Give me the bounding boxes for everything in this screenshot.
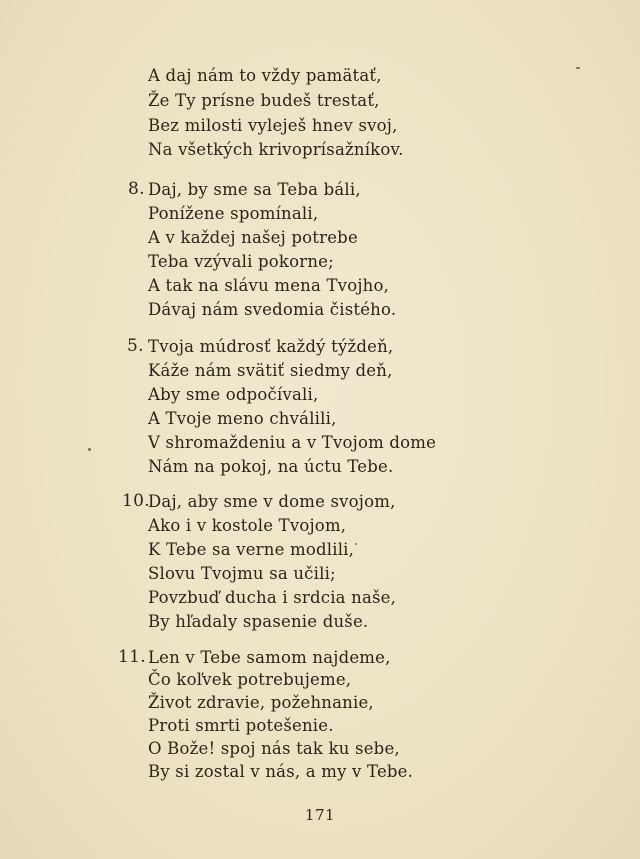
verse-line: A daj nám to vždy pamätať, xyxy=(148,66,382,85)
verse-line: Len v Tebe samom najdeme, xyxy=(148,648,391,667)
verse-line: Daj, aby sme v dome svojom, xyxy=(148,492,396,511)
verse-line: V shromaždeniu a v Tvojom dome xyxy=(148,433,437,452)
verse-line: Že Ty prísne budeš trestať, xyxy=(148,91,380,110)
verse-line: Proti smrti potešenie. xyxy=(148,716,334,735)
verse-line: A v každej našej potrebe xyxy=(148,228,358,247)
verse-line: By si zostal v nás, a my v Tebe. xyxy=(148,762,414,781)
verse-line: A tak na slávu mena Tvojho, xyxy=(148,276,390,295)
verse-line: Bez milosti vyleješ hnev svoj, xyxy=(148,116,398,135)
verse-line: Teba vzývali pokorne; xyxy=(148,252,334,271)
verse-line: Ponížene spomínali, xyxy=(148,204,319,223)
verse-line: Ako i v kostole Tvojom, xyxy=(148,516,347,535)
verse-line: Tvoja múdrosť každý týždeň, xyxy=(148,337,394,356)
stanza-number: 10. xyxy=(122,491,150,511)
print-speck xyxy=(355,543,357,545)
verse-line: Aby sme odpočívali, xyxy=(148,385,319,404)
verse-line: Daj, by sme sa Teba báli, xyxy=(148,180,361,199)
stanza-number: 11. xyxy=(118,647,146,667)
page-number: 171 xyxy=(304,806,336,824)
verse-line: Život zdravie, požehnanie, xyxy=(148,693,374,712)
verse-line: Dávaj nám svedomia čistého. xyxy=(148,300,397,319)
print-speck xyxy=(576,67,580,69)
verse-line: Povzbuď ducha i srdcia naše, xyxy=(148,588,397,607)
verse-line: Nám na pokoj, na úctu Tebe. xyxy=(148,457,394,476)
verse-line: Káže nám svätiť siedmy deň, xyxy=(148,361,393,380)
stanza-number: 5. xyxy=(127,336,144,356)
verse-line: A Tvoje meno chválili, xyxy=(148,409,337,428)
verse-line: Na všetkých krivoprísažníkov. xyxy=(148,140,404,159)
verse-line: Čo koľvek potrebujeme, xyxy=(148,670,352,689)
verse-line: K Tebe sa verne modlili, xyxy=(148,540,355,559)
verse-line: By hľadaly spasenie duše. xyxy=(148,612,369,631)
verse-line: O Bože! spoj nás tak ku sebe, xyxy=(148,739,400,758)
stanza-number: 8. xyxy=(128,179,145,199)
verse-line: Slovu Tvojmu sa učili; xyxy=(148,564,336,583)
print-speck xyxy=(88,448,91,451)
